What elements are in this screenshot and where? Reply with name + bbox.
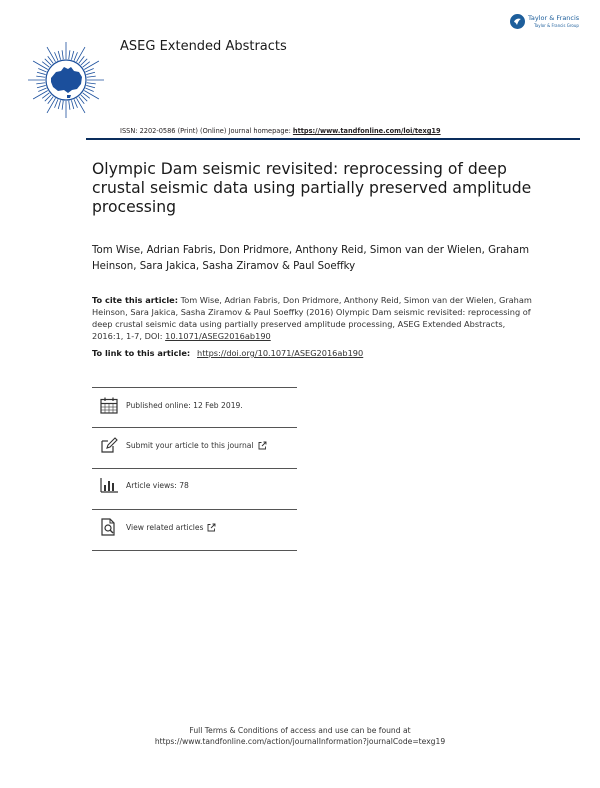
citation-text: Tom Wise, Adrian Fabris, Don Pridmore, Anthony Reid, Simon van der Wielen, Graham Heinson, Sara Jakica, Sasha Ziramov & Paul Soeffky (2016) Olympic Dam seismic revisited: reprocessing of deep crustal seismic data using partially preserved amplitude processing, ASEG Extended Abstracts, 2016:1, 1-7, DOI: (92, 295, 532, 341)
article-title: Olympic Dam seismic revisited: reprocessing of deep crustal seismic data using partially preserved amplitude processing (92, 160, 532, 216)
header-rule (86, 138, 580, 140)
external-link-icon (207, 523, 216, 532)
doi-link[interactable]: 10.1071/ASEG2016ab190 (165, 331, 271, 341)
footer-terms-text: Full Terms & Conditions of access and use can be found at (189, 726, 411, 735)
published-item (100, 397, 243, 414)
issn-text: ISSN: 2202-0586 (Print) (Online) Journal homepage: (120, 127, 293, 135)
publisher-name: Taylor & Francis (528, 13, 580, 22)
taylor-francis-icon (510, 14, 525, 29)
article-authors: Tom Wise, Adrian Fabris, Don Pridmore, Anthony Reid, Simon van der Wielen, Graham Heinson, Sara Jakica, Sasha Ziramov & Paul Soeffky (92, 245, 530, 272)
article-views-text: Article views: 78 (126, 481, 189, 490)
info-divider (92, 550, 297, 551)
link-label: To link to this article: (92, 348, 193, 358)
link-line (92, 348, 363, 358)
edit-icon (100, 437, 118, 454)
related-articles-item[interactable] (100, 518, 216, 536)
publisher-logo[interactable] (510, 14, 579, 29)
footer (0, 725, 600, 747)
citation-block (92, 294, 532, 342)
journal-homepage-link[interactable]: https://www.tandfonline.com/loi/texg19 (292, 127, 441, 135)
footer-terms-link[interactable]: https://www.tandfonline.com/action/journalInformation?journalCode=texg19 (154, 737, 446, 746)
journal-name[interactable]: ASEG Extended Abstracts (120, 39, 287, 54)
related-articles-link[interactable]: View related articles (126, 522, 204, 532)
info-divider (92, 427, 297, 428)
citation-label: To cite this article: (92, 295, 178, 305)
published-text: Published online: 12 Feb 2019. (126, 401, 243, 410)
calendar-icon (100, 397, 118, 414)
info-divider (92, 468, 297, 469)
article-views-item (100, 478, 189, 493)
related-articles-icon (100, 518, 118, 536)
article-link[interactable]: https://doi.org/10.1071/ASEG2016ab190 (197, 348, 364, 358)
issn-line (120, 127, 441, 135)
submit-article-link[interactable]: Submit your article to this journal (126, 441, 254, 450)
submit-article-item[interactable] (100, 437, 267, 454)
journal-logo (26, 40, 106, 120)
info-divider (92, 509, 297, 510)
aseg-logo-icon (26, 40, 106, 120)
external-link-icon (258, 441, 267, 450)
info-divider (92, 387, 297, 388)
bar-chart-icon (100, 478, 118, 493)
publisher-group: Taylor & Francis Group (534, 22, 579, 28)
